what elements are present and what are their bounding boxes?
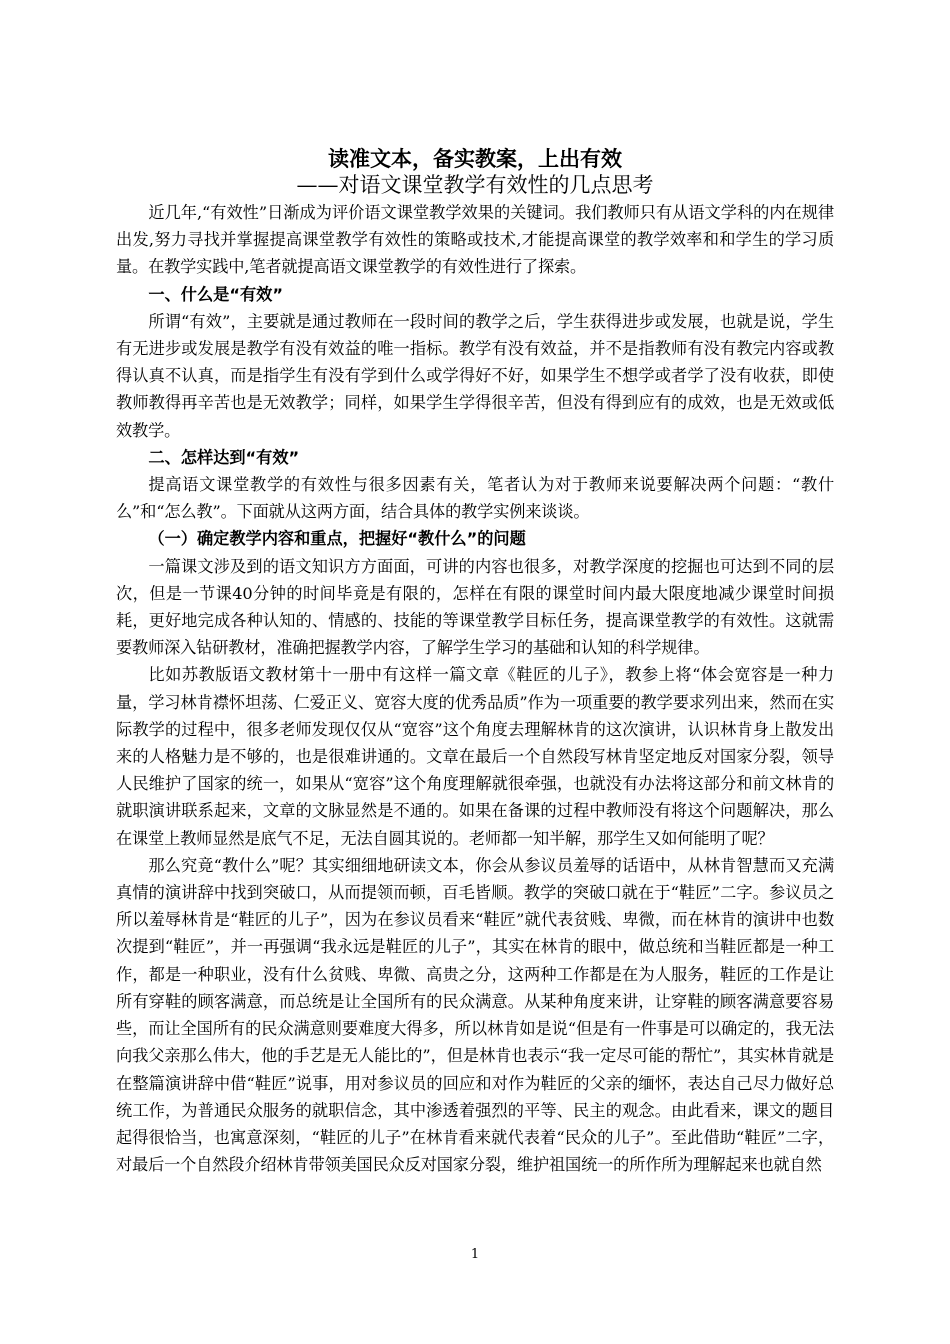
page-number: 1	[470, 1247, 480, 1262]
subsection-1-paragraph-3: 那么究竟“教什么”呢？其实细细地研读文本，你会从参议员羞辱的话语中，从林肯智慧而又充满真情的演讲辞中找到突破口，从而提领而顿，百毛皆顺。教学的突破口就在于“鞋匠”二字。参议员之所以羞辱林肯是“鞋匠的儿子”，因为在参议员看来“鞋匠”就代表贫贱、卑微，而在林肯的演讲中也数次提到“鞋匠”，并一再强调“我永远是鞋匠的儿子”，其实在林肯的眼中，做总统和当鞋匠都是一种工作，都是一种职业，没有什么贫贱、卑微、高贵之分，这两种工作都是在为人服务，鞋匠的工作是让所有穿鞋的顾客满意，而总统是让全国所有的民众满意。从某种角度来讲，让穿鞋的顾客满意要容易些，而让全国所有的民众满意则要难度大得多，所以林肯如是说“但是有一件事是可以确定的，我无法向我父亲那么伟大，他的手艺是无人能比的”，但是林肯也表示“我一定尽可能的帮忙”，其实林肯就是在整篇演讲辞中借“鞋匠”说事，用对参议员的回应和对作为鞋匠的父亲的缅怀，表达自己尽力做好总统工作，为普通民众服务的就职信念，其中渗透着强烈的平等、民主的观念。由此看来，课文的题目起得很恰当，也寓意深刻，“鞋匠的儿子”在林肯看来就代表着“民众的儿子”。至此借助“鞋匠”二字，对最后一个自然段介绍林肯带领美国民众反对国家分裂，维护祖国统一的所作所为理解起来也就自然	[116, 855, 834, 1175]
subsection-1-paragraph-2: 比如苏教版语文教材第十一册中有这样一篇文章《鞋匠的儿子》，教参上将“体会宽容是一种力量，学习林肯襟怀坦荡、仁爱正义、宽容大度的优秀品质”作为一项重要的教学要求列出来，然而在实际教学的过程中，很多老师发现仅仅从“宽容”这个角度去理解林肯的这次演讲，认识林肯身上散发出来的人格魅力是不够的，也是很难讲通的。文章在最后一个自然段写林肯坚定地反对国家分裂，领导人民维护了国家的统一，如果从“宽容”这个角度理解就很牵强，也就没有办法将这部分和前文林肯的就职演讲联系起来，文章的文脉显然是不通的。如果在备课的过程中教师没有将这个问题解决，那么在课堂上教师显然是底气不足，无法自圆其说的。老师都一知半解，那学生又如何能明了呢？	[116, 665, 834, 848]
document-subtitle: ——对语文课堂教学有效性的几点思考	[296, 173, 654, 197]
section-1-paragraph: 所谓“有效”，主要就是通过教师在一段时间的教学之后，学生获得进步或发展，也就是说，学生有无进步或发展是教学有没有效益的唯一指标。教学有没有效益，并不是指教师有没有教完内容或教得认真不认真，而是指学生有没有学到什么或学得好不好，如果学生不想学或者学了没有收获，即使教师教得再辛苦也是无效教学；同样，如果学生学得很辛苦，但没有得到应有的成效，也是无效或低效教学。	[116, 311, 834, 440]
section-2-heading: 二、怎样达到“有效”	[148, 447, 300, 467]
section-1-heading: 一、什么是“有效”	[148, 284, 283, 304]
subsection-1-paragraph-1: 一篇课文涉及到的语文知识方方面面，可讲的内容也很多，对教学深度的挖掘也可达到不同的层次，但是一节课40分钟的时间毕竟是有限的，怎样在有限的课堂时间内最大限度地减少课堂时间损耗，更好地完成各种认知的、情感的、技能的等课堂教学目标任务，提高课堂教学的有效性。这就需要教师深入钻研教材，准确把握教学内容，了解学生学习的基础和认知的科学规律。	[116, 556, 834, 658]
subsection-1-heading: （一）确定教学内容和重点，把握好“教什么”的问题	[148, 529, 526, 549]
document-title: 读准文本，备实教案，上出有效	[328, 147, 622, 171]
document-body	[116, 146, 834, 1178]
section-2-paragraph: 提高语文课堂教学的有效性与很多因素有关，笔者认为对于教师来说要解决两个问题：“教什么”和“怎么教”。下面就从这两方面，结合具体的教学实例来谈谈。	[116, 475, 834, 522]
intro-paragraph: 近几年,“有效性”日渐成为评价语文课堂教学效果的关键词。我们教师只有从语文学科的内在规律出发,努力寻找并掌握提高课堂教学有效性的策略或技术,才能提高课堂的教学效率和和学生的学习质量。在教学实践中,笔者就提高语文课堂教学的有效性进行了探索。	[116, 203, 834, 277]
